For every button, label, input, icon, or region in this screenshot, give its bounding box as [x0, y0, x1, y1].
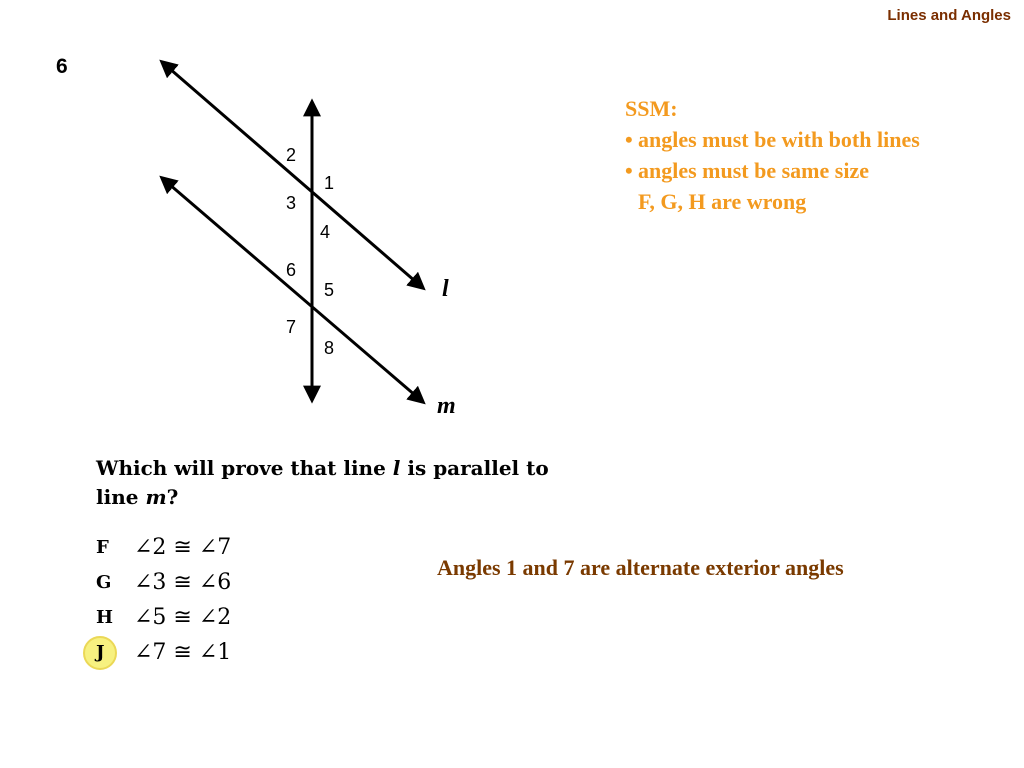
angle-label-1: 1	[324, 173, 335, 193]
angle-label-6: 6	[286, 260, 297, 280]
line-m-label: m	[437, 393, 456, 419]
angle-label-2: 2	[286, 145, 297, 165]
choice-h[interactable]	[96, 600, 231, 635]
line-l	[162, 62, 423, 288]
ssm-heading: SSM:	[625, 96, 678, 121]
angle-label-8: 8	[324, 338, 335, 358]
line-l-label: l	[442, 276, 449, 302]
choice-j[interactable]	[96, 635, 231, 670]
choice-expression: ∠3 ≅ ∠6	[134, 570, 232, 595]
choice-letter: H	[96, 607, 114, 628]
choice-letter: G	[96, 572, 112, 593]
ssm-bullet: • angles must be with both lines	[625, 127, 920, 152]
choice-letter: F	[96, 537, 109, 558]
ssm-conclusion: F, G, H are wrong	[638, 189, 807, 214]
question-text: Which will prove that line l is parallel to line m?	[96, 456, 549, 509]
angle-label-4: 4	[320, 222, 331, 242]
angle-label-3: 3	[286, 193, 297, 213]
angle-label-5: 5	[324, 280, 335, 300]
choice-letter: J	[96, 642, 105, 663]
slide-title: Lines and Angles	[887, 7, 1011, 24]
ssm-notes	[625, 93, 920, 217]
problem-number: 6	[56, 55, 68, 78]
angle-label-7: 7	[286, 317, 297, 337]
choice-expression: ∠7 ≅ ∠1	[134, 640, 232, 665]
choice-g[interactable]	[96, 565, 231, 600]
choice-expression: ∠2 ≅ ∠7	[134, 535, 232, 560]
answer-choices	[96, 530, 231, 670]
choice-f[interactable]	[96, 530, 231, 565]
choice-expression: ∠5 ≅ ∠2	[134, 605, 232, 630]
ssm-bullet: • angles must be same size	[625, 158, 869, 183]
answer-explanation: Angles 1 and 7 are alternate exterior angles	[437, 555, 844, 580]
